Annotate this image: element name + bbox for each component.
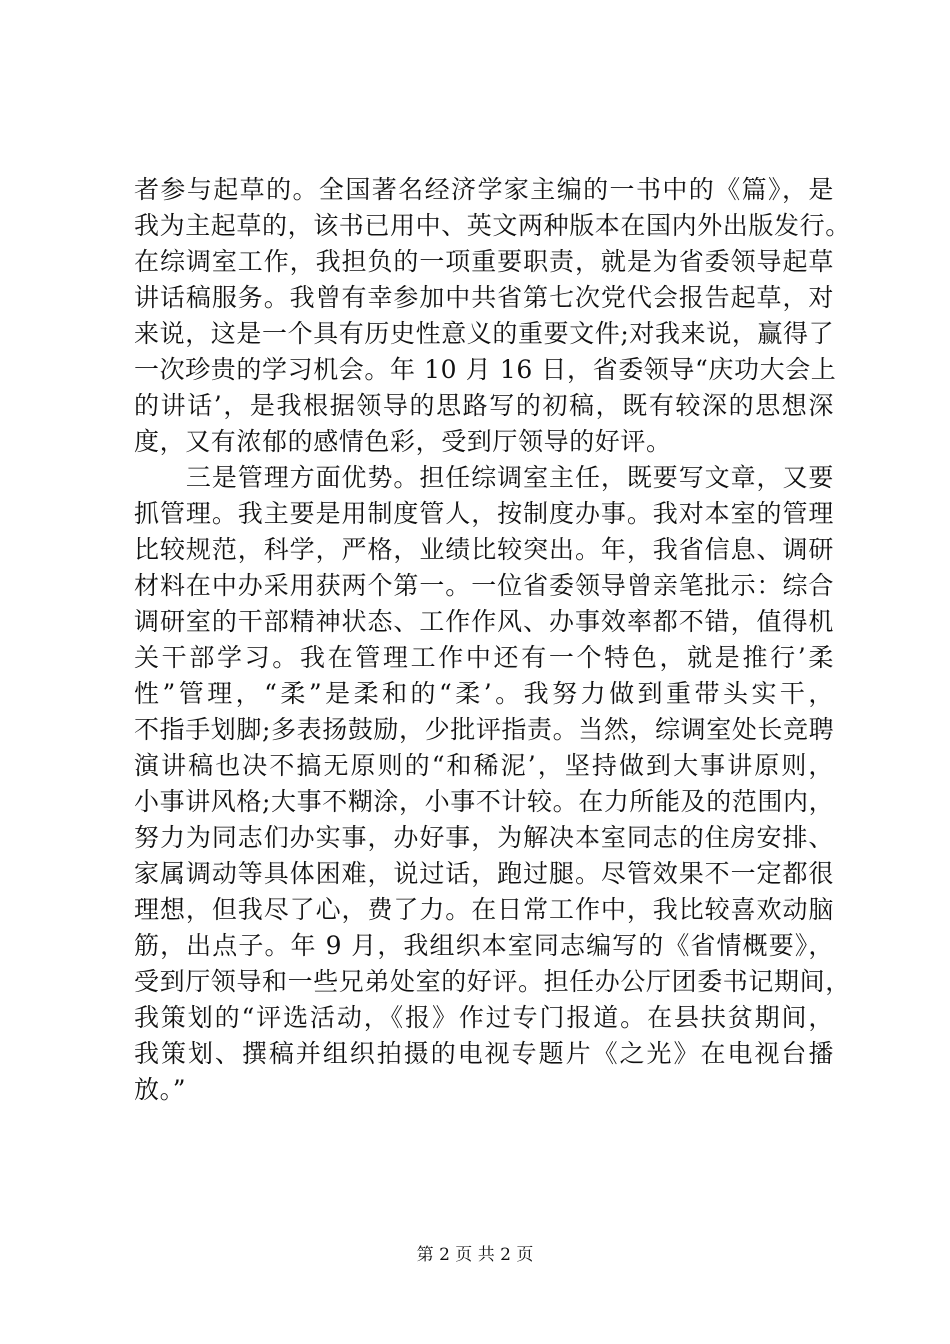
text-line: 关干部学习。我在管理工作中还有一个特色，就是推行’柔	[134, 643, 834, 672]
text-line: 努力为同志们办实事，办好事，为解决本室同志的住房安排、	[134, 823, 834, 852]
text-line: 演讲稿也决不搞无原则的“和稀泥’，坚持做到大事讲原则，	[134, 751, 834, 780]
text-line: 在综调室工作，我担负的一项重要职责，就是为省委领导起草	[134, 247, 834, 276]
text-line: 不指手划脚;多表扬鼓励，少批评指责。当然，综调室处长竞聘	[134, 715, 835, 744]
text-line: 调研室的干部精神状态、工作作风、办事效率都不错，值得机	[134, 607, 834, 636]
text-line: 小事讲风格;大事不糊涂，小事不计较。在力所能及的范围内，	[134, 787, 835, 816]
text-line: 比较规范，科学，严格，业绩比较突出。年，我省信息、调研	[134, 535, 834, 564]
text-line: 受到厅领导和一些兄弟处室的好评。担任办公厅团委书记期间，	[134, 967, 851, 996]
body-text	[134, 172, 851, 1108]
text-line: 度，又有浓郁的感情色彩，受到厅领导的好评。	[134, 427, 672, 456]
text-line: 我为主起草的，该书已用中、英文两种版本在国内外出版发行。	[134, 211, 851, 240]
text-line: 的讲话’，是我根据领导的思路写的初稿，既有较深的思想深	[134, 391, 834, 420]
text-line: 我策划的“评选活动，《报》作过专门报道。在县扶贫期间，	[134, 1003, 834, 1032]
text-line: 一次珍贵的学习机会。年 10 月 16 日，省委领导“庆功大会上	[134, 355, 837, 384]
text-line: 材料在中办采用获两个第一。一位省委领导曾亲笔批示：综合	[134, 571, 834, 600]
text-line: 讲话稿服务。我曾有幸参加中共省第七次党代会报告起草，对	[134, 283, 834, 312]
text-line: 三是管理方面优势。担任综调室主任，既要写文章，又要	[134, 463, 834, 492]
text-line: 性”管理，“柔”是柔和的“柔’。我努力做到重带头实干，	[134, 679, 834, 708]
page-footer: 第 2 页 共 2 页	[416, 1245, 534, 1265]
text-line: 筋，出点子。年 9 月，我组织本室同志编写的《省情概要》，	[134, 931, 834, 960]
text-line: 放。”	[134, 1075, 187, 1104]
text-line: 我策划、撰稿并组织拍摄的电视专题片《之光》在电视台播	[134, 1039, 834, 1068]
text-line: 理想，但我尽了心，费了力。在日常工作中，我比较喜欢动脑	[134, 895, 834, 924]
text-line: 来说，这是一个具有历史性意义的重要文件;对我来说，赢得了	[134, 319, 835, 348]
text-line: 抓管理。我主要是用制度管人，按制度办事。我对本室的管理	[134, 499, 834, 528]
text-line: 者参与起草的。全国著名经济学家主编的一书中的《篇》，是	[134, 175, 834, 204]
text-line: 家属调动等具体困难，说过话，跑过腿。尽管效果不一定都很	[134, 859, 834, 888]
